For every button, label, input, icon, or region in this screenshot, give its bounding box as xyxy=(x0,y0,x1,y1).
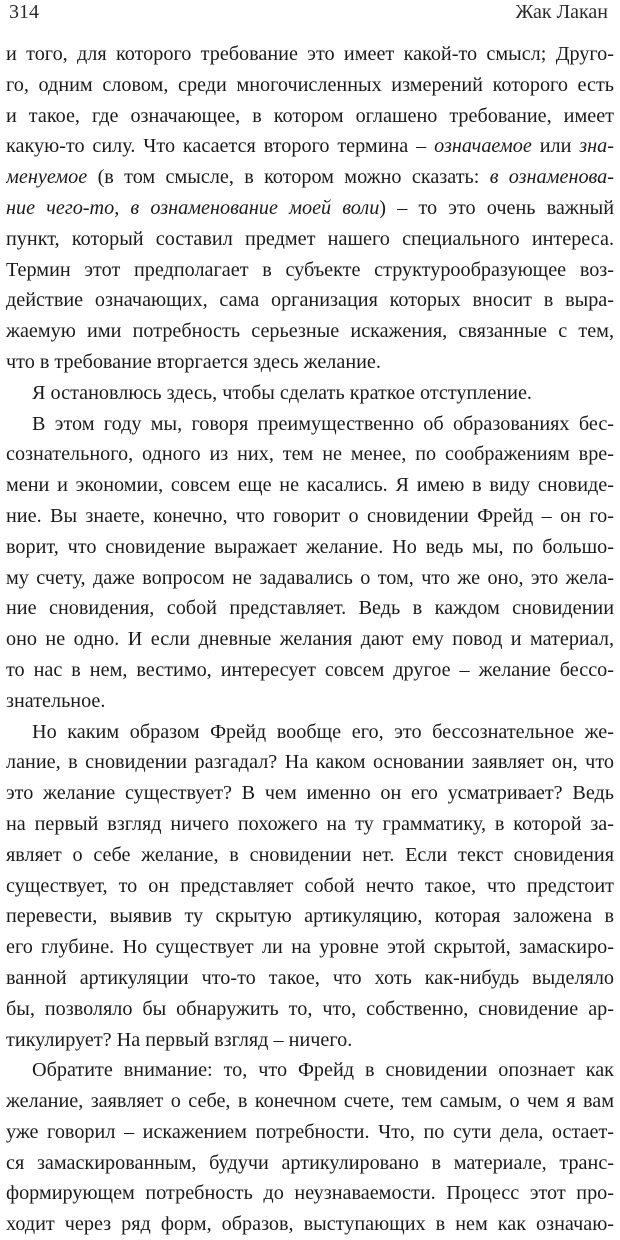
italic-phrase: ние чего-то, в ознаменование моей воли xyxy=(6,196,380,219)
text-line: ванной артикуляции что-то такое, что хоть как-нибудь выделяло xyxy=(6,966,614,989)
text-line: являет о себе желание, в сновидении нет. Если текст сновидения xyxy=(6,843,614,866)
text-line xyxy=(6,131,614,162)
text-line: го, одним словом, среди многочисленных измерений которого есть xyxy=(6,73,614,96)
text-line: существует, то он представляет собой нечто такое, что предстоит xyxy=(6,874,614,897)
italic-term: зна- xyxy=(579,135,614,158)
text-line: что в требование вторгается здесь желание. xyxy=(6,350,381,373)
text-line: на первый взгляд ничего похожего на ту грамматику, в которой за- xyxy=(6,812,614,835)
text-line: формирующем потребность до неузнаваемости. Процесс этот про- xyxy=(6,1182,614,1205)
text-line: знательное. xyxy=(6,689,106,712)
text-line: жаемую ими потребность серьезные искажения, связанные с тем, xyxy=(6,320,614,343)
italic-term: означаемое xyxy=(434,135,532,158)
page-number: 314 xyxy=(9,1,39,23)
text-line: ся замаскированным, будучи артикулировано в материале, транс- xyxy=(6,1151,614,1174)
text-line: Обратите внимание: то, что Фрейд в сновидении опознает как xyxy=(32,1059,614,1082)
text-fragment: (в том смысле, в котором можно сказать: xyxy=(87,166,490,189)
text-line: ходит через ряд форм, образов, выступающих в нем как означаю- xyxy=(6,1213,614,1236)
text-line: му счету, даже вопросом не задавались о том, что же оно, это жела- xyxy=(6,566,614,589)
text-line: сознательного, одного из них, тем не менее, по соображениям вре- xyxy=(6,443,614,466)
running-title: Жак Лакан xyxy=(515,1,608,23)
text-line: и того, для которого требование это имеет какой-то смысл; Друго- xyxy=(6,43,614,65)
text-line: оно не одно. И если дневные желания дают ему повод и материал, xyxy=(6,628,614,651)
text-line xyxy=(6,162,614,193)
text-line: бы, позволяло бы обнаружить то, что, собственно, сновидение ар- xyxy=(6,997,614,1020)
text-line: ние сновидения, собой представляет. Ведь в каждом сновидении xyxy=(6,597,614,620)
paragraph xyxy=(6,1055,614,1240)
text-line: ворит, что сновидение выражает желание. Но ведь мы, по большо- xyxy=(6,535,614,558)
text-line: лание, в сновидении разгадал? На каком основании заявляет он, что xyxy=(6,751,614,774)
running-head xyxy=(6,0,614,39)
text-line: это желание существует? В чем именно он его усматривает? Ведь xyxy=(6,782,614,805)
text-line: тикулирует? На первый взгляд – ничего. xyxy=(6,1028,353,1051)
text-line: ние. Вы знаете, конечно, что говорит о сновидении Фрейд – он го- xyxy=(6,504,614,527)
text-fragment: ) – то это очень важный xyxy=(379,196,614,219)
text-line: пункт, который составил предмет нашего специального интереса. xyxy=(6,227,614,250)
paragraph xyxy=(6,717,614,1056)
text-line: Термин этот предполагает в субъекте структурообразующее воз- xyxy=(6,258,614,281)
text-line: перевести, выявив ту скрытую артикуляцию, которая заложена в xyxy=(6,905,614,928)
italic-term: менуемое xyxy=(6,166,88,189)
text-line: действие означающих, сама организация которых вносит в выра- xyxy=(6,289,614,312)
italic-phrase: в ознаменова- xyxy=(489,166,614,189)
body-text xyxy=(6,39,614,1240)
text-line: Но каким образом Фрейд вообще его, это бессознательное же- xyxy=(32,720,614,743)
text-line xyxy=(6,193,614,224)
paragraph xyxy=(6,378,614,409)
paragraph xyxy=(6,409,614,717)
text-line: и такое, где означающее, в котором оглашено требование, имеет xyxy=(6,104,614,127)
text-line: В этом году мы, говоря преимущественно об образованиях бес- xyxy=(32,412,614,435)
text-line: мени и экономии, совсем еще не касались. Я имею в виду сновиде- xyxy=(6,474,614,497)
text-fragment: какую-то силу. Что касается второго термина – xyxy=(6,135,435,158)
text-fragment: или xyxy=(531,135,580,158)
paragraph xyxy=(6,39,614,378)
text-line: его глубине. Но существует ли на уровне этой скрытой, замаскиро- xyxy=(6,936,614,959)
text-line: желание, заявляет о себе, в конечном счете, тем самым, о чем я вам xyxy=(6,1090,614,1113)
text-line: Я остановлюсь здесь, чтобы сделать краткое отступление. xyxy=(32,381,532,404)
text-line: то нас в нем, вестимо, интересует совсем другое – желание бессо- xyxy=(6,658,614,681)
text-line: уже говорил – искажением потребности. Что, по сути дела, остает- xyxy=(6,1120,614,1143)
